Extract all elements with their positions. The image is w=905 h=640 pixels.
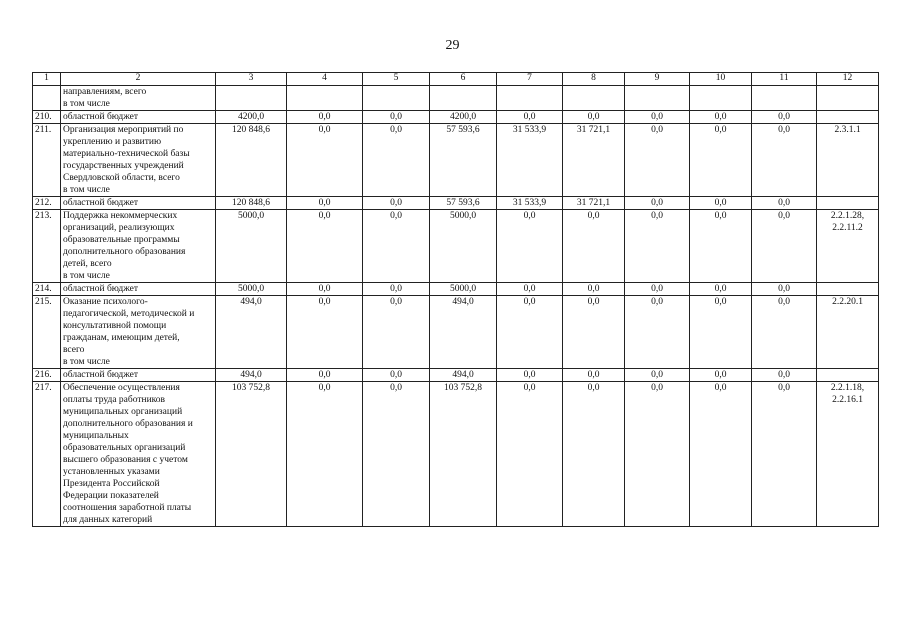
value-cell-col-8: 31 721,1 bbox=[563, 124, 625, 197]
row-name-cell bbox=[61, 296, 216, 369]
value-cell-col-11: 0,0 bbox=[752, 197, 817, 210]
code-line: 2.3.1.1 bbox=[834, 125, 861, 135]
value-cell-col-5: 0,0 bbox=[363, 124, 430, 197]
continuation-row bbox=[33, 86, 879, 111]
table-row bbox=[33, 210, 879, 283]
value-cell-col-10: 0,0 bbox=[690, 296, 752, 369]
name-line: установленных указами bbox=[63, 467, 160, 477]
value-cell-col-6: 5000,0 bbox=[430, 283, 497, 296]
name-line: Организация мероприятий по bbox=[63, 125, 184, 135]
value-cell-col-6: 494,0 bbox=[430, 369, 497, 382]
code-cell bbox=[817, 197, 879, 210]
value-cell-col-8: 0,0 bbox=[563, 369, 625, 382]
value-cell-col-6: 5000,0 bbox=[430, 210, 497, 283]
name-line: Свердловской области, всего bbox=[63, 173, 180, 183]
table-row bbox=[33, 296, 879, 369]
name-line: для данных категорий bbox=[63, 515, 153, 525]
value-cell-col-9: 0,0 bbox=[625, 210, 690, 283]
value-cell-col-8: 0,0 bbox=[563, 382, 625, 527]
value-cell-col-4: 0,0 bbox=[287, 210, 363, 283]
value-cell-col-5: 0,0 bbox=[363, 382, 430, 527]
name-line: образовательных организаций bbox=[63, 443, 186, 453]
value-cell-col-3: 494,0 bbox=[216, 296, 287, 369]
value-cell-col-3: 120 848,6 bbox=[216, 124, 287, 197]
value-cell-col-6: 103 752,8 bbox=[430, 382, 497, 527]
row-name-cell bbox=[61, 197, 216, 210]
name-line: в том числе bbox=[63, 185, 110, 195]
row-index-cell: 212. bbox=[33, 197, 61, 210]
value-cell-col-6: 57 593,6 bbox=[430, 124, 497, 197]
value-cell-col-5: 0,0 bbox=[363, 283, 430, 296]
value-cell bbox=[287, 86, 363, 111]
name-line: областной бюджет bbox=[63, 284, 139, 294]
column-header-9: 9 bbox=[625, 73, 690, 86]
value-cell-col-11: 0,0 bbox=[752, 283, 817, 296]
value-cell-col-6: 4200,0 bbox=[430, 111, 497, 124]
name-line: дополнительного образования bbox=[63, 247, 186, 257]
value-cell-col-8: 0,0 bbox=[563, 296, 625, 369]
value-cell-col-11: 0,0 bbox=[752, 210, 817, 283]
value-cell-col-11: 0,0 bbox=[752, 382, 817, 527]
name-line: в том числе bbox=[63, 357, 110, 367]
name-line: в том числе bbox=[63, 271, 110, 281]
value-cell-col-4: 0,0 bbox=[287, 296, 363, 369]
column-header-7: 7 bbox=[497, 73, 563, 86]
value-cell-col-8: 31 721,1 bbox=[563, 197, 625, 210]
name-line: Обеспечение осуществления bbox=[63, 383, 180, 393]
page-number: 29 bbox=[445, 38, 460, 53]
value-cell-col-9: 0,0 bbox=[625, 124, 690, 197]
row-index-cell: 216. bbox=[33, 369, 61, 382]
value-cell-col-10: 0,0 bbox=[690, 369, 752, 382]
name-line: детей, всего bbox=[63, 259, 112, 269]
name-line: областной бюджет bbox=[63, 112, 139, 122]
value-cell-col-6: 57 593,6 bbox=[430, 197, 497, 210]
code-cell bbox=[817, 86, 879, 111]
row-name-cell bbox=[61, 283, 216, 296]
row-index-cell: 210. bbox=[33, 111, 61, 124]
value-cell-col-11: 0,0 bbox=[752, 369, 817, 382]
code-cell bbox=[817, 124, 879, 197]
name-line: государственных учреждений bbox=[63, 161, 184, 171]
name-line: дополнительного образования и bbox=[63, 419, 193, 429]
value-cell-col-5: 0,0 bbox=[363, 210, 430, 283]
value-cell-col-8: 0,0 bbox=[563, 210, 625, 283]
name-line: всего bbox=[63, 345, 85, 355]
value-cell-col-11: 0,0 bbox=[752, 124, 817, 197]
value-cell-col-9: 0,0 bbox=[625, 111, 690, 124]
row-name-cell bbox=[61, 86, 216, 111]
value-cell-col-3: 5000,0 bbox=[216, 210, 287, 283]
row-name-cell bbox=[61, 382, 216, 527]
column-header-3: 3 bbox=[216, 73, 287, 86]
column-header-1: 1 bbox=[33, 73, 61, 86]
name-line: соотношения заработной платы bbox=[63, 503, 192, 513]
value-cell-col-9: 0,0 bbox=[625, 382, 690, 527]
table-row bbox=[33, 124, 879, 197]
value-cell-col-4: 0,0 bbox=[287, 283, 363, 296]
value-cell-col-10: 0,0 bbox=[690, 210, 752, 283]
value-cell-col-8: 0,0 bbox=[563, 111, 625, 124]
value-cell-col-10: 0,0 bbox=[690, 111, 752, 124]
row-index-cell: 211. bbox=[33, 124, 61, 197]
name-line: образовательные программы bbox=[63, 235, 180, 245]
name-line: высшего образования с учетом bbox=[63, 455, 188, 465]
value-cell-col-11: 0,0 bbox=[752, 111, 817, 124]
value-cell-col-4: 0,0 bbox=[287, 197, 363, 210]
name-line: организаций, реализующих bbox=[63, 223, 175, 233]
value-cell-col-7: 31 533,9 bbox=[497, 124, 563, 197]
value-cell-col-7: 0,0 bbox=[497, 210, 563, 283]
value-cell bbox=[363, 86, 430, 111]
row-name-cell bbox=[61, 210, 216, 283]
value-cell-col-10: 0,0 bbox=[690, 124, 752, 197]
value-cell-col-7: 0,0 bbox=[497, 283, 563, 296]
column-number-header-row bbox=[33, 73, 879, 86]
name-line: направлениям, всего bbox=[63, 87, 147, 97]
name-line: материально-технической базы bbox=[63, 149, 190, 159]
value-cell-col-3: 5000,0 bbox=[216, 283, 287, 296]
budget-table bbox=[32, 72, 879, 527]
name-line: Поддержка некоммерческих bbox=[63, 211, 178, 221]
name-line: оплаты труда работников bbox=[63, 395, 166, 405]
code-line: 2.2.20.1 bbox=[832, 297, 863, 307]
name-line: педагогической, методической и bbox=[63, 309, 195, 319]
column-header-8: 8 bbox=[563, 73, 625, 86]
column-header-4: 4 bbox=[287, 73, 363, 86]
code-line: 2.2.11.2 bbox=[832, 223, 863, 233]
row-name-cell bbox=[61, 124, 216, 197]
value-cell-col-4: 0,0 bbox=[287, 382, 363, 527]
value-cell bbox=[563, 86, 625, 111]
name-line: областной бюджет bbox=[63, 370, 139, 380]
table-row bbox=[33, 369, 879, 382]
column-header-10: 10 bbox=[690, 73, 752, 86]
value-cell bbox=[430, 86, 497, 111]
row-index-cell bbox=[33, 86, 61, 111]
row-index-cell: 215. bbox=[33, 296, 61, 369]
value-cell-col-7: 31 533,9 bbox=[497, 197, 563, 210]
code-cell bbox=[817, 210, 879, 283]
value-cell bbox=[625, 86, 690, 111]
row-index-cell: 214. bbox=[33, 283, 61, 296]
name-line: областной бюджет bbox=[63, 198, 139, 208]
value-cell-col-10: 0,0 bbox=[690, 283, 752, 296]
row-name-cell bbox=[61, 369, 216, 382]
value-cell-col-7: 0,0 bbox=[497, 382, 563, 527]
table-row bbox=[33, 111, 879, 124]
value-cell-col-5: 0,0 bbox=[363, 296, 430, 369]
value-cell bbox=[497, 86, 563, 111]
code-line: 2.2.1.28, bbox=[830, 211, 865, 221]
value-cell-col-5: 0,0 bbox=[363, 111, 430, 124]
table-row bbox=[33, 283, 879, 296]
value-cell-col-10: 0,0 bbox=[690, 197, 752, 210]
value-cell-col-7: 0,0 bbox=[497, 296, 563, 369]
value-cell-col-9: 0,0 bbox=[625, 283, 690, 296]
column-header-12: 12 bbox=[817, 73, 879, 86]
value-cell-col-11: 0,0 bbox=[752, 296, 817, 369]
row-index-cell: 217. bbox=[33, 382, 61, 527]
name-line: укреплению и развитию bbox=[63, 137, 162, 147]
table-row bbox=[33, 382, 879, 527]
value-cell-col-9: 0,0 bbox=[625, 296, 690, 369]
table-row bbox=[33, 197, 879, 210]
value-cell-col-3: 4200,0 bbox=[216, 111, 287, 124]
value-cell-col-3: 494,0 bbox=[216, 369, 287, 382]
value-cell-col-3: 103 752,8 bbox=[216, 382, 287, 527]
value-cell-col-6: 494,0 bbox=[430, 296, 497, 369]
code-line: 2.2.1.18, bbox=[830, 383, 865, 393]
code-cell bbox=[817, 283, 879, 296]
column-header-2: 2 bbox=[61, 73, 216, 86]
code-cell bbox=[817, 369, 879, 382]
column-header-5: 5 bbox=[363, 73, 430, 86]
value-cell-col-3: 120 848,6 bbox=[216, 197, 287, 210]
name-line: Оказание психолого- bbox=[63, 297, 148, 307]
name-line: Федерации показателей bbox=[63, 491, 159, 501]
table-body bbox=[33, 86, 879, 527]
name-line: гражданам, имеющим детей, bbox=[63, 333, 180, 343]
value-cell-col-9: 0,0 bbox=[625, 197, 690, 210]
value-cell-col-9: 0,0 bbox=[625, 369, 690, 382]
name-line: муниципальных bbox=[63, 431, 129, 441]
value-cell-col-7: 0,0 bbox=[497, 111, 563, 124]
column-header-6: 6 bbox=[430, 73, 497, 86]
name-line: в том числе bbox=[63, 99, 110, 109]
value-cell-col-4: 0,0 bbox=[287, 111, 363, 124]
code-cell bbox=[817, 296, 879, 369]
column-header-11: 11 bbox=[752, 73, 817, 86]
code-cell bbox=[817, 111, 879, 124]
name-line: консультативной помощи bbox=[63, 321, 167, 331]
name-line: муниципальных организаций bbox=[63, 407, 183, 417]
name-line: Президента Российской bbox=[63, 479, 160, 489]
value-cell bbox=[690, 86, 752, 111]
value-cell bbox=[216, 86, 287, 111]
value-cell-col-5: 0,0 bbox=[363, 369, 430, 382]
value-cell bbox=[752, 86, 817, 111]
row-index-cell: 213. bbox=[33, 210, 61, 283]
row-name-cell bbox=[61, 111, 216, 124]
code-line: 2.2.16.1 bbox=[832, 395, 863, 405]
value-cell-col-10: 0,0 bbox=[690, 382, 752, 527]
value-cell-col-5: 0,0 bbox=[363, 197, 430, 210]
value-cell-col-8: 0,0 bbox=[563, 283, 625, 296]
value-cell-col-4: 0,0 bbox=[287, 369, 363, 382]
value-cell-col-7: 0,0 bbox=[497, 369, 563, 382]
value-cell-col-4: 0,0 bbox=[287, 124, 363, 197]
code-cell bbox=[817, 382, 879, 527]
